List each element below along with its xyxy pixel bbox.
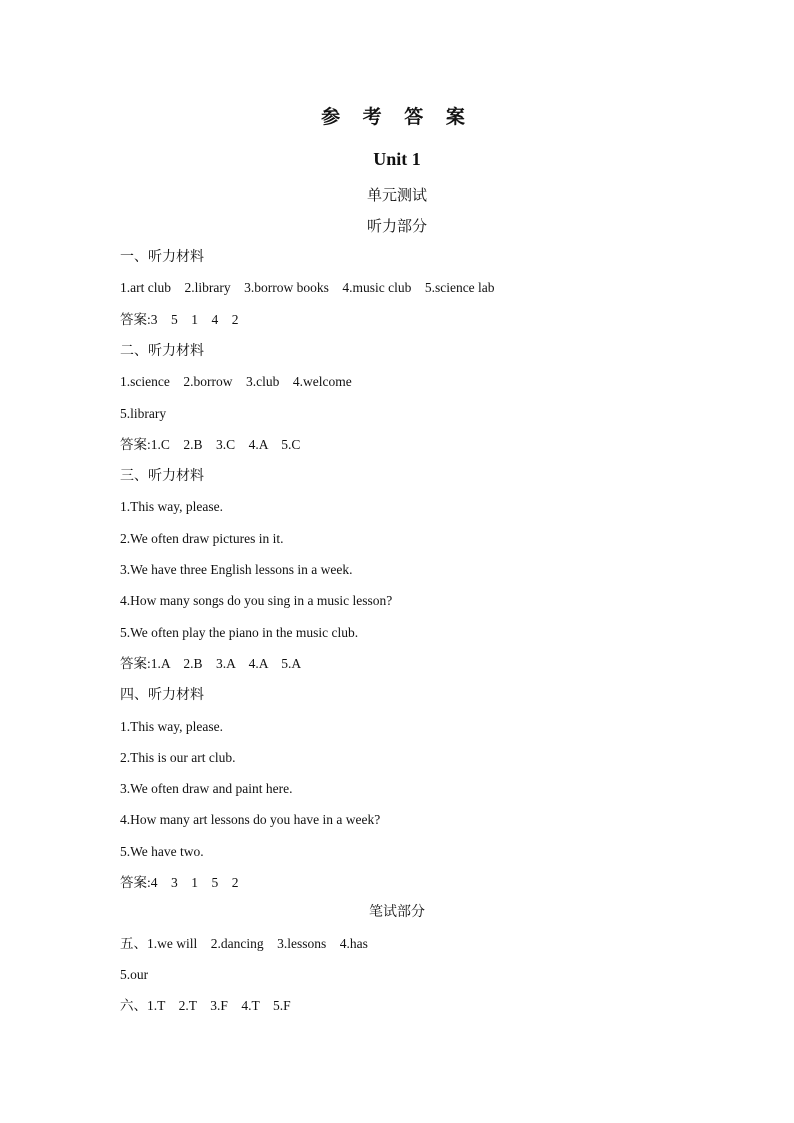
answer-line: 3.We have three English lessons in a week. bbox=[120, 562, 353, 577]
answer-line: 答案:4 3 1 5 2 bbox=[120, 875, 239, 890]
answer-line: 1.This way, please. bbox=[120, 499, 223, 515]
answer-line: 4.How many songs do you sing in a music lesson? bbox=[120, 593, 393, 609]
answer-line: 5.We have two. bbox=[120, 843, 204, 859]
answer-line: 五、1.we will 2.dancing 3.lessons 4.has bbox=[120, 936, 368, 951]
answer-line: 4.How many art lessons do you have in a week? bbox=[120, 812, 381, 828]
answer-line: 一、听力材料 bbox=[120, 249, 204, 265]
answer-line: 2.We often draw pictures in it. bbox=[120, 530, 284, 546]
answer-line: 答案:3 5 1 4 2 bbox=[120, 311, 239, 327]
answer-line: 2.This is our art club. bbox=[120, 749, 236, 765]
answer-line: 5.library bbox=[120, 405, 167, 421]
unit-test-heading: 单元测试 bbox=[366, 186, 427, 204]
page-title: 参 考 答 案 bbox=[321, 106, 473, 128]
answer-line: 四、听力材料 bbox=[120, 687, 204, 704]
unit-heading: Unit 1 bbox=[373, 149, 421, 169]
answer-line: 5.our bbox=[120, 967, 149, 982]
answer-line: 3.We often draw and paint here. bbox=[120, 781, 293, 797]
answer-line: 六、1.T 2.T 3.F 4.T 5.F bbox=[120, 998, 291, 1013]
answer-line: 二、听力材料 bbox=[120, 342, 204, 359]
writing-part-heading: 笔试部分 bbox=[369, 904, 425, 920]
answer-line: 答案:1.C 2.B 3.C 4.A 5.C bbox=[120, 436, 301, 452]
answer-line: 1.science 2.borrow 3.club 4.welcome bbox=[120, 374, 352, 390]
answer-line: 答案:1.A 2.B 3.A 4.A 5.A bbox=[120, 655, 302, 671]
answer-line: 5.We often play the piano in the music club. bbox=[120, 624, 359, 640]
answer-line: 三、听力材料 bbox=[120, 468, 204, 485]
listening-part-heading: 听力部分 bbox=[366, 217, 427, 235]
answer-line: 1.This way, please. bbox=[120, 718, 223, 734]
answer-line: 1.art club 2.library 3.borrow books 4.music club 5.science lab bbox=[120, 280, 495, 296]
